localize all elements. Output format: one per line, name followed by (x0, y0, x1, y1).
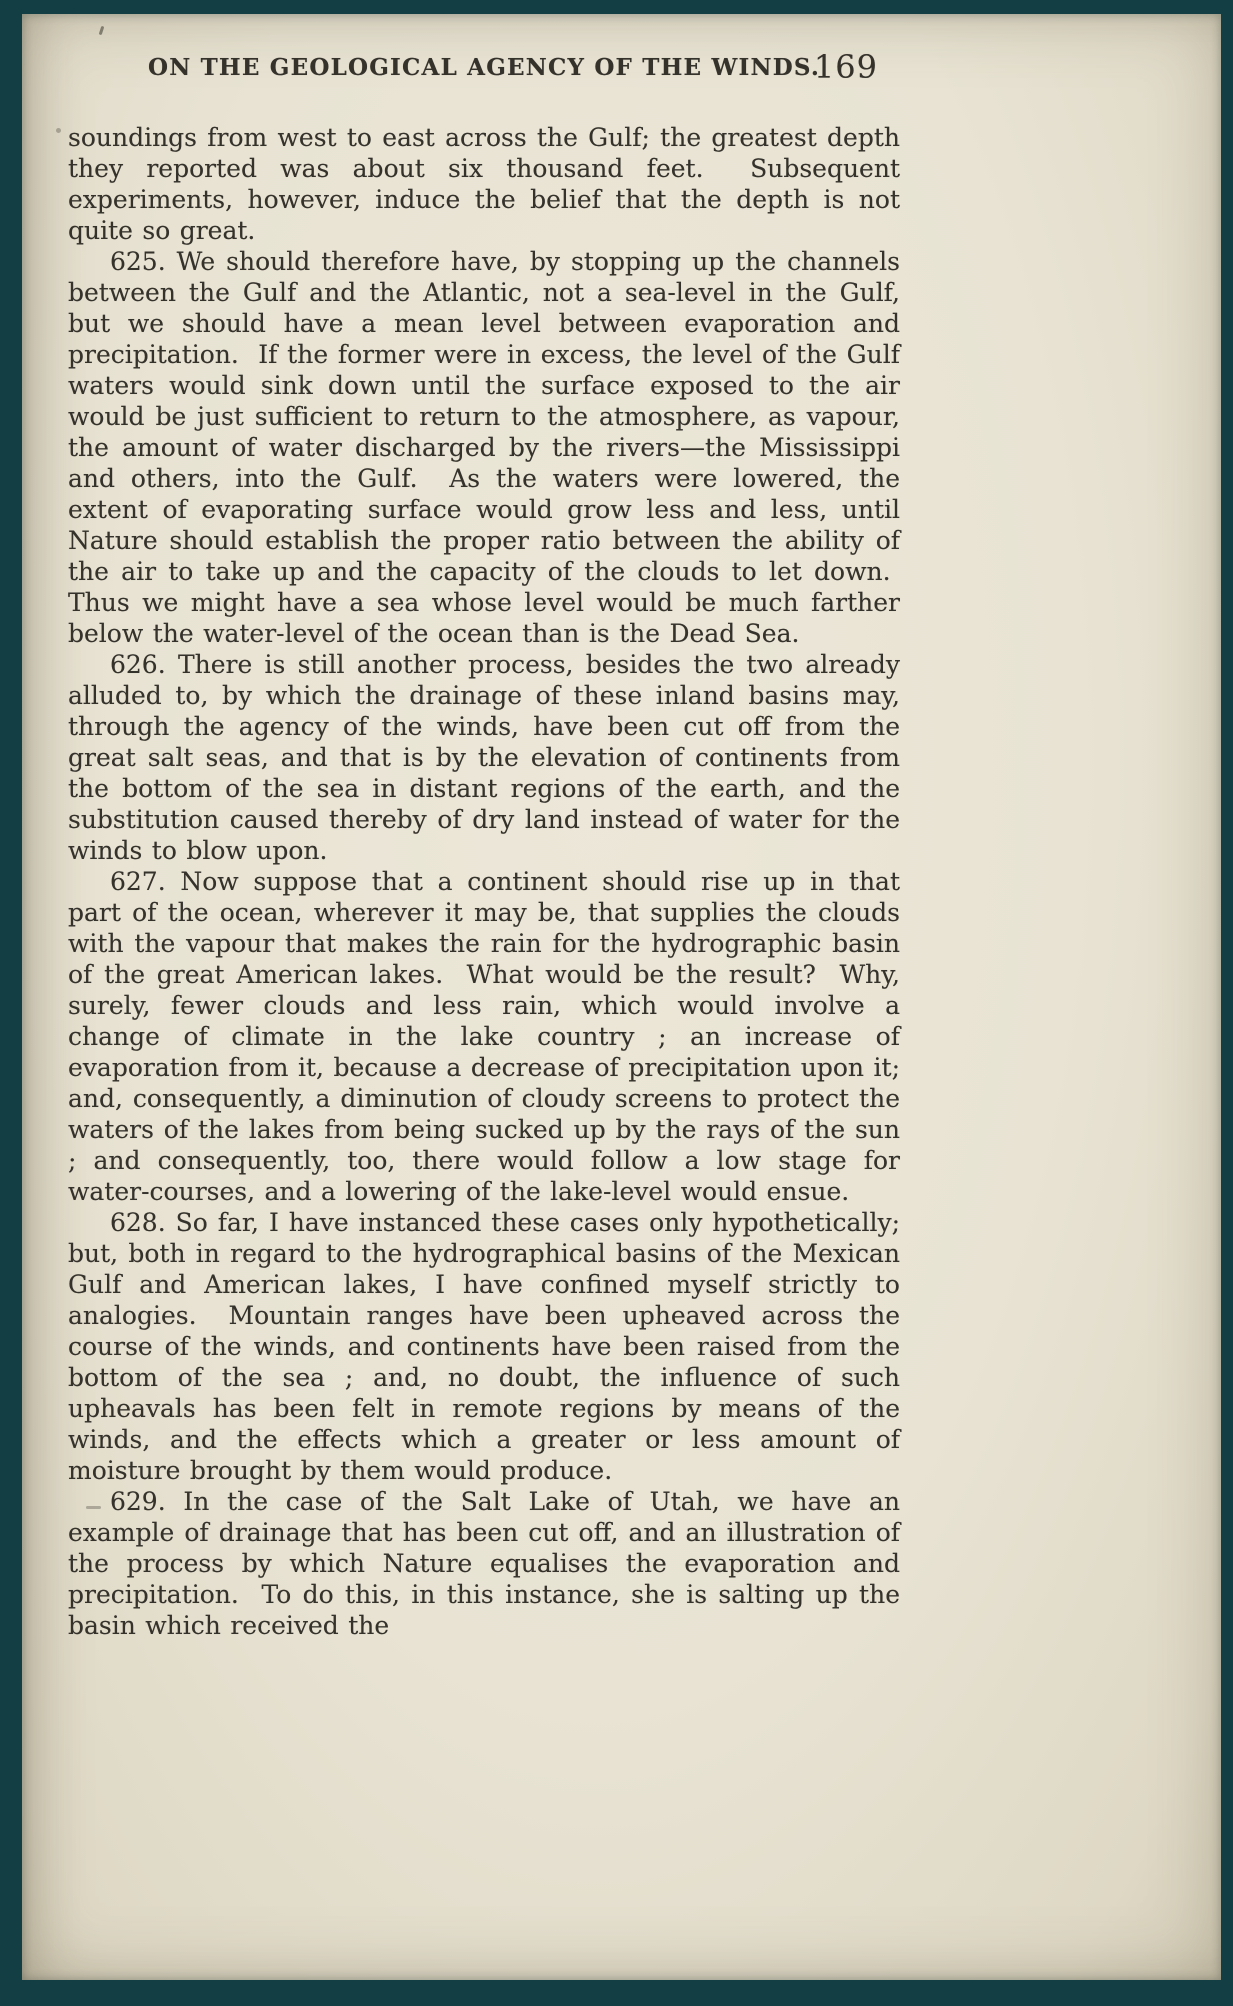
scan-speck (99, 26, 105, 35)
body-text (68, 122, 900, 1641)
paper (22, 14, 1221, 1980)
page-header (68, 48, 900, 88)
paragraph-627: 627. Now suppose that a continent should rise up in that part of the ocean, wherever it may be, that supplies the clouds with the vapour that makes the rain for the hydrographic basin of the great American lakes. What would be the result? Why, surely, fewer clouds and less rain, which would involve a change of climate in the lake country ; an increase of evaporation from it, because a decrease of precipitation upon it; and, consequently, a diminution of cloudy screens to protect the waters of the lakes from being sucked up by the rays of the sun ; and consequently, too, there would follow a low stage for water-courses, and a lowering of the lake-level would ensue. (68, 867, 900, 1206)
page-number: 169 (813, 48, 878, 86)
running-title: ON THE GEOLOGICAL AGENCY OF THE WINDS. (147, 54, 821, 81)
scan-speck (56, 128, 61, 133)
paragraph-626: 626. There is still another process, besides the two already alluded to, by which the drainage of these inland basins may, through the agency of the winds, have been cut off from the great salt seas, and that is by the elevation of continents from the bottom of the sea in distant regions of the earth, and the substitution caused thereby of dry land instead of water for the winds to blow upon. (68, 650, 900, 865)
paragraph-628: 628. So far, I have instanced these cases only hypothetically; but, both in regard to the hydrographical basins of the Mexican Gulf and American lakes, I have confined myself strictly to analogies. Mountain ranges have been upheaved across the course of the winds, and continents have been raised from the bottom of the sea ; and, no doubt, the influence of such upheavals has been felt in remote regions by means of the winds, and the effects which a greater or less amount of moisture brought by them would produce. (68, 1208, 900, 1485)
paragraph-625: 625. We should therefore have, by stopping up the channels between the Gulf and the Atlantic, not a sea-level in the Gulf, but we should have a mean level between evaporation and precipitation. If the former were in excess, the level of the Gulf waters would sink down until the surface exposed to the air would be just sufficient to return to the atmosphere, as vapour, the amount of water discharged by the rivers—the Mississippi and others, into the Gulf. As the waters were lowered, the extent of evaporating surface would grow less and less, until Nature should establish the proper ratio between the ability of the air to take up and the capacity of the clouds to let down. Thus we might have a sea whose level would be much farther below the water-level of the ocean than is the Dead Sea. (68, 247, 900, 648)
paragraph-continuation: soundings from west to east across the Gulf; the greatest depth they reported was about six thousand feet. Subsequent experiments, however, induce the belief that the depth is not quite so great. (68, 123, 900, 245)
paragraph-629: 629. In the case of the Salt Lake of Utah, we have an example of drainage that has been cut off, and an illustration of the process by which Nature equalises the evaporation and precipitation. To do this, in this instance, she is salting up the basin which received the (68, 1487, 900, 1640)
text-block (68, 48, 900, 1641)
